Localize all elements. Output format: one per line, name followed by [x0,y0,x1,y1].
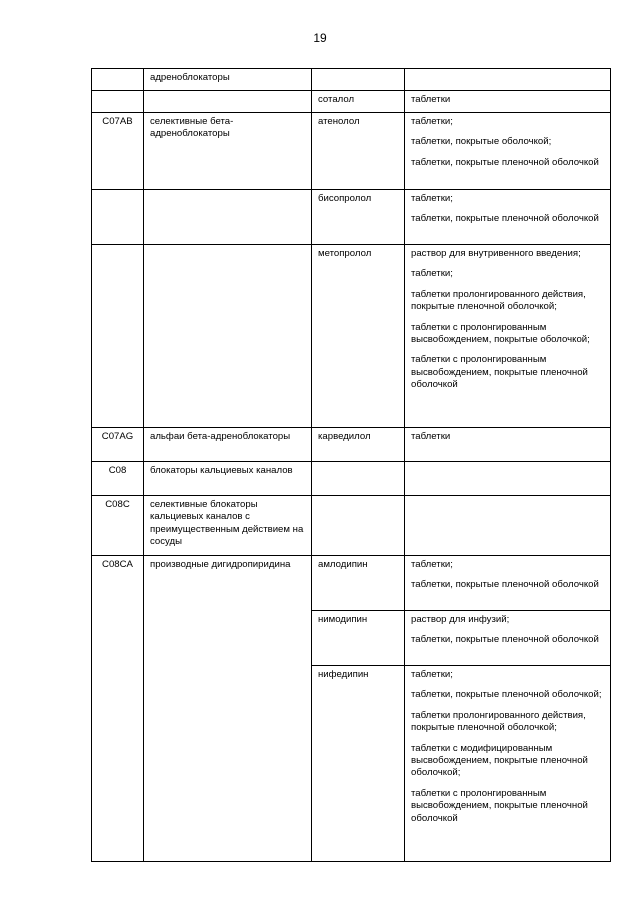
table-row [92,666,611,862]
dosage-forms-cell [405,245,611,428]
drug-name-cell: атенолол [312,113,405,190]
dosage-form: таблетки с пролонгированным высвобождением, покрытые пленочной оболочкой [411,787,588,824]
dosage-forms-cell [405,91,611,113]
dosage-form: таблетки, покрытые пленочной оболочкой; [411,689,602,701]
table-row [92,611,611,666]
dosage-form: таблетки пролонгированного действия, покрытые пленочной оболочкой; [411,709,586,734]
atc-code-cell: C08C [92,496,144,556]
group-name-cell: селективные блокаторы кальциевых каналов с преимущественным действием на сосуды [144,496,312,556]
drug-name-cell [312,462,405,496]
atc-code-cell: C07AB [92,113,144,190]
drug-name-cell: нифедипин [312,666,405,862]
dosage-form: таблетки; [411,669,453,680]
table-row [92,69,611,91]
dosage-forms-cell [405,556,611,611]
atc-code-cell [92,611,144,666]
table-row [92,190,611,245]
dosage-form: таблетки, покрытые пленочной оболочкой [411,213,599,225]
dosage-form: раствор для инфузий; [411,614,510,625]
atc-code-cell [92,69,144,91]
drug-name-cell: амлодипин [312,556,405,611]
dosage-form: таблетки; [411,193,453,204]
drug-name-cell: соталол [312,91,405,113]
dosage-form: таблетки пролонгированного действия, покрытые пленочной оболочкой; [411,288,586,313]
atc-code-cell [92,245,144,428]
table-row [92,462,611,496]
drug-name-cell: карведилол [312,428,405,462]
dosage-form: таблетки; [411,116,453,127]
dosage-forms-cell [405,611,611,666]
group-name-cell [144,611,312,666]
table-row [92,556,611,611]
dosage-form: таблетки с пролонгированным высвобождением, покрытые оболочкой; [411,321,590,346]
drug-name-cell [312,496,405,556]
dosage-form: таблетки, покрытые оболочкой; [411,136,552,148]
drug-name-cell [312,69,405,91]
atc-code-cell: C08CA [92,556,144,611]
dosage-form: таблетки, покрытые пленочной оболочкой [411,634,599,646]
group-name-cell: производные дигидропиридина [144,556,312,611]
atc-code-cell [92,190,144,245]
dosage-forms-cell [405,190,611,245]
dosage-form: таблетки с пролонгированным высвобождением, покрытые пленочной оболочкой [411,354,588,391]
atc-code-cell [92,666,144,862]
group-name-cell [144,91,312,113]
atc-code-cell: C07AG [92,428,144,462]
dosage-form: таблетки, покрытые пленочной оболочкой [411,156,599,168]
dosage-form: таблетки, покрытые пленочной оболочкой [411,579,599,591]
dosage-form: таблетки; [411,268,453,280]
table-row [92,428,611,462]
group-name-cell [144,666,312,862]
table-row [92,245,611,428]
group-name-cell: блокаторы кальциевых каналов [144,462,312,496]
drug-name-cell: метопролол [312,245,405,428]
dosage-forms-cell [405,113,611,190]
dosage-forms-cell [405,69,611,91]
atc-code-cell [92,91,144,113]
group-name-cell [144,245,312,428]
dosage-forms-cell [405,428,611,462]
group-name-cell: селективные бета-адреноблокаторы [144,113,312,190]
table-row [92,91,611,113]
table-row [92,496,611,556]
drug-name-cell: бисопролол [312,190,405,245]
drug-name-cell: нимодипин [312,611,405,666]
dosage-form: таблетки с модифицированным высвобождением, покрытые пленочной оболочкой; [411,742,588,779]
dosage-forms-cell [405,462,611,496]
dosage-forms-cell [405,666,611,862]
dosage-form: раствор для внутривенного введения; [411,248,581,259]
group-name-cell: адреноблокаторы [144,69,312,91]
group-name-cell: альфаи бета-адреноблокаторы [144,428,312,462]
page-number: 19 [313,31,327,45]
atc-code-cell: C08 [92,462,144,496]
dosage-form: таблетки [411,431,451,442]
dosage-form: таблетки [411,94,451,105]
dosage-form: таблетки; [411,559,453,570]
dosage-forms-cell [405,496,611,556]
group-name-cell [144,190,312,245]
drug-table [91,68,611,862]
table-row [92,113,611,190]
